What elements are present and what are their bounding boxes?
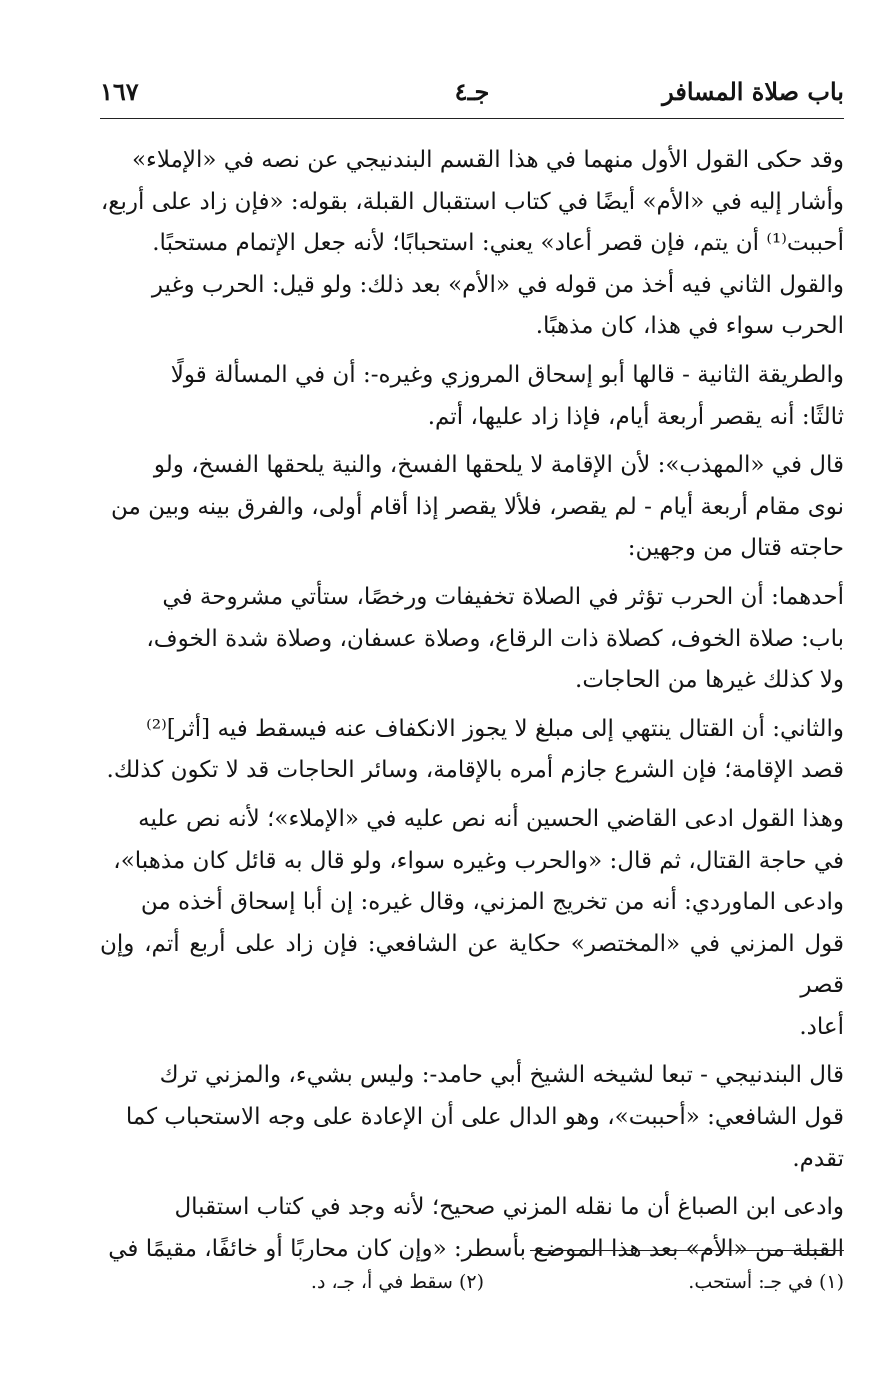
footnote-1: (١) في جـ: أستحب. <box>688 1271 844 1293</box>
volume-label: جـ٤ <box>454 77 490 106</box>
header-divider <box>100 118 844 119</box>
footnote-divider <box>530 1250 844 1251</box>
paragraph-8: وادعى ابن الصباغ أن ما نقله المزني صحيح؛ لأنه وجد في كتاب استقبال القبلة من «الأم» بعد هذا الموضع بأسطر: «وإن كان محاربًا أو خائفًا، مقيمًا في <box>108 1194 844 1262</box>
paragraph-5: والثاني: أن القتال ينتهي إلى مبلغ لا يجوز الانكفاف عنه فيسقط فيه [أثر]⁽²⁾ قصد الإقامة؛ فإن الشرع جازم أمره بالإقامة، وسائر الحاجات قد لا تكون كذلك. <box>106 715 844 784</box>
footnotes <box>100 1262 844 1302</box>
chapter-title: باب صلاة المسافر <box>662 77 844 106</box>
footnote-2: (٢) سقط في أ، جـ، د. <box>310 1271 484 1293</box>
paragraph-3: قال في «المهذب»: لأن الإقامة لا يلحقها الفسخ، والنية يلحقها الفسخ، ولو نوى مقام أربعة أيام - لم يقصر، فلألا يقصر إذا أقام أولى، والفرق بينه وبين من حاجته قتال من وجهين: <box>110 452 844 562</box>
page-header <box>100 72 844 112</box>
page-body <box>100 140 844 1277</box>
paragraph-4: أحدهما: أن الحرب تؤثر في الصلاة تخفيفات ورخصًا، ستأتي مشروحة في باب: صلاة الخوف، كصلاة ذات الرقاع، وصلاة عسفان، وصلاة شدة الخوف، ولا كذلك غيرها من الحاجات. <box>146 583 844 694</box>
paragraph-2: والطريقة الثانية - قالها أبو إسحاق المروزي وغيره-: أن في المسألة قولًا ثالثًا: أنه يقصر أربعة أيام، فإذا زاد عليها، أتم. <box>170 361 844 430</box>
paragraph-6: وهذا القول ادعى القاضي الحسين أنه نص عليه في «الإملاء»؛ لأنه نص عليه في حاجة القتال، ثم قال: «والحرب وغيره سواء، ولو قال به قائل كان مذهبا»، وادعى الماوردي: أنه من تخريج المزني، وقال غيره: إن أبا إسحاق أخذه من قول المزني في «المختصر» حكاية عن الشافعي: فإن زاد على أربع أتم، وإن قصر أعاد. <box>100 805 844 1040</box>
page-number: ١٦٧ <box>100 77 139 106</box>
paragraph-1: وقد حكى القول الأول منهما في هذا القسم البندنيجي عن نصه في «الإملاء» وأشار إليه في «الأم» أيضًا في كتاب استقبال القبلة، بقوله: «فإن زاد على أربع، أحببت⁽¹⁾ أن يتم، فإن قصر أعاد» يعني: استحبابًا؛ لأنه جعل الإتمام مستحبًا. والقول الثاني فيه أخذ من قوله في «الأم» بعد ذلك: ولو قيل: الحرب وغير الحرب سواء في هذا، كان مذهبًا. <box>100 147 844 340</box>
paragraph-7: قال البندنيجي - تبعا لشيخه الشيخ أبي حامد-: وليس بشيء، والمزني ترك قول الشافعي: «أحببت»، وهو الدال على أن الإعادة على وجه الاستحباب كما تقدم. <box>125 1062 844 1172</box>
